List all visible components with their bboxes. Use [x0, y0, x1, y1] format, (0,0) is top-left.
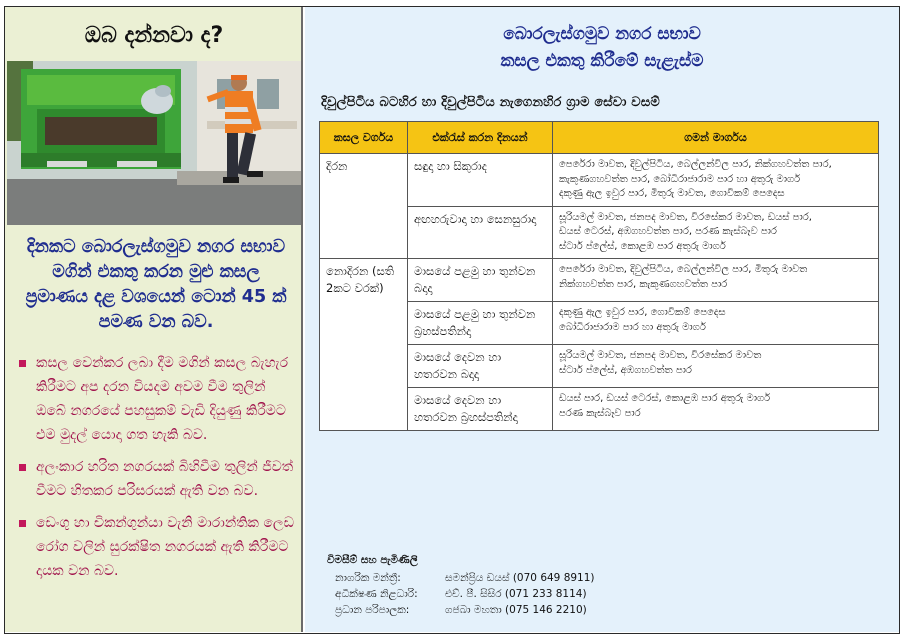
waste-type-cell: දිරන: [320, 154, 408, 259]
route-line: ස්ටාර් ප්ලේස්, අඹගහවත්ත පාර: [559, 364, 692, 376]
route-cell: [553, 154, 879, 207]
flyer: [4, 6, 900, 634]
contact-row: [327, 586, 595, 602]
contact-row: [327, 602, 595, 618]
days-cell: සඳුදා හා සිකුරාද: [408, 154, 553, 207]
days-cell: මාසයේ පළමු හා තුන්වන බ්‍රහස්පතින්දා: [408, 302, 553, 345]
collection-schedule-table: [319, 121, 879, 431]
benefit-item: [19, 351, 295, 447]
days-cell: මාසයේ පළමු හා තුන්වන බදාදා: [408, 259, 553, 302]
route-line: ඩයස් ටෙරස්, අඹගහවත්ත පාර, පරණ කැස්බෑව පාර: [559, 226, 777, 237]
route-line: සූරියමල් මාවත, ජනපද මාවත, විරසේකර මාවත: [559, 350, 762, 361]
days-cell: අඟහරුවාදා හා සෙනසුරාදා: [408, 206, 553, 259]
days-cell: මාසයේ දෙවන හා හතරවන බ්‍රහස්පතින්දා: [408, 388, 553, 431]
route-line: දකුණු ඇල ඉවුර පාර, ගොවිකම් පෙදෙස: [559, 307, 726, 318]
header-collection-days: එක්රැස් කරන දිනයන්: [408, 122, 553, 154]
contact-role: නාගරික මන්ත්‍රී:: [335, 572, 401, 584]
table-row: [320, 154, 879, 207]
route-line: පෙරේරා මාවත, දිවුල්පිටිය, බෙල්ලන්විල පාර, නික්ගහවත්ත පාර,: [559, 159, 832, 170]
route-cell: [553, 259, 879, 302]
bullet-square-icon: [19, 360, 26, 367]
route-line: නික්ගහවත්ත පාර, කැකුණගහවත්ත පාර: [559, 278, 728, 290]
table-header-row: [320, 122, 879, 154]
route-line: කැකුණගහවත්ත පාර, බෝධිරාජාරාම පාර හා අතුරු මාර්ග: [559, 173, 801, 185]
benefit-item: [19, 455, 295, 503]
divisions-subtitle: දිවුල්පිටිය බටහිර හා දිවුල්පිටිය නැගෙනහිර ග්‍රාම සේවා වසම්: [321, 95, 660, 110]
days-cell: මාසයේ දෙවන හා හතරවන බදාදා: [408, 345, 553, 388]
plan-title: [305, 21, 899, 75]
table-row: [320, 259, 879, 302]
contact-row: [327, 570, 595, 586]
route-line: පෙරේරා මාවත, දිවුල්පිටිය, බෙල්ලන්විල පාර, මිතුරු මාවත: [559, 264, 808, 275]
route-line: පරණ කැස්බෑව පාර: [559, 407, 641, 419]
contact-person: ගජබා මහතා (075 146 2210): [445, 604, 587, 616]
contact-person: සමන්ප්‍රිය ඩයස් (070 649 8911): [445, 572, 595, 584]
did-you-know-title: ඔබ දන්නවා ද?: [84, 22, 224, 48]
benefit-list: [19, 351, 295, 591]
contact-person: එච්. පී. සිසිර (071 233 8114): [445, 588, 587, 600]
benefit-text: අලංකාර හරිත නගරයක් බිහිවීම තුලින් ජීවත් වීමට හිතකර පරිසරයක් ඇති වන බව.: [36, 459, 294, 499]
contact-role: ප්‍රධාන පරිපාලක:: [335, 604, 410, 616]
benefit-text: කසල වෙන්කර ලබා දීම මගින් කසල බැහැර කිරීමට අප දරන වියදම අවම වීම තුලින් ඔබේ නගරයේ පහසුකම් වැඩි දියුණු කිරීමට එම මුදල් යොදා ගත හැකි බව.: [36, 355, 289, 443]
plan-name: කසල එකතු කිරීමේ සැළැස්ම: [500, 51, 704, 71]
benefit-item: [19, 511, 295, 583]
route-line: බෝධිරාජාරාම පාර හා අතුරු මාර්ග: [559, 321, 706, 333]
route-cell: [553, 345, 879, 388]
benefit-text: ඩෙංගු හා චිකන්ගුන්යා වැනි මාරාන්තික ලෙඩ රෝග වලින් සුරක්ෂිත නගරයක් ඇති කිරීමට දායක වන බව.: [36, 515, 294, 579]
contact-heading: විමසීම් සහ පැමිණිලි: [327, 554, 418, 566]
route-line: ස්ටාර් ප්ලේස්, කොළඹ පාර අතුරු මාර්ග: [559, 240, 726, 252]
did-you-know-panel: [5, 7, 303, 632]
bullet-square-icon: [19, 520, 26, 527]
council-name: බොරලැස්ගමුව නගර සභාව: [503, 24, 701, 44]
contact-info: [327, 554, 595, 618]
route-line: ඩයස් පාර, ඩයස් ටෙරස්, කොළඹ පාර අතුරු මාර්ග: [559, 393, 771, 404]
daily-waste-fact: දිනකට බොරලැස්ගමුව නගර සභාව මගින් එකතු කරන මුළු කසල ප්‍රමාණය දළ වශයෙන් ටොන් 45 ක් පමණ වන බව.: [25, 237, 287, 332]
route-cell: [553, 302, 879, 345]
route-line: දකුණු ඇල ඉවුර පාර, මිතුරු මාවත, ගොවිකම් පෙදෙස: [559, 188, 785, 199]
route-cell: [553, 206, 879, 259]
contact-role: අධීක්ෂණ නිළධාරි:: [335, 588, 418, 600]
route-line: සූරියමල් මාවත, ජනපද මාවත, විරසේකර මාවත, ඩයස් පාර,: [559, 211, 812, 223]
collection-plan-panel: [305, 7, 899, 632]
route-cell: [553, 388, 879, 431]
garbage-truck-illustration: [7, 61, 301, 225]
bullet-square-icon: [19, 464, 26, 471]
header-waste-type: කසල වර්ගය: [320, 122, 408, 154]
waste-type-cell: නොදිරන (සති 2කට වරක්): [320, 259, 408, 431]
header-route: ගමන් මාර්ගය: [553, 122, 879, 154]
garbage-truck-photo: [7, 61, 301, 225]
